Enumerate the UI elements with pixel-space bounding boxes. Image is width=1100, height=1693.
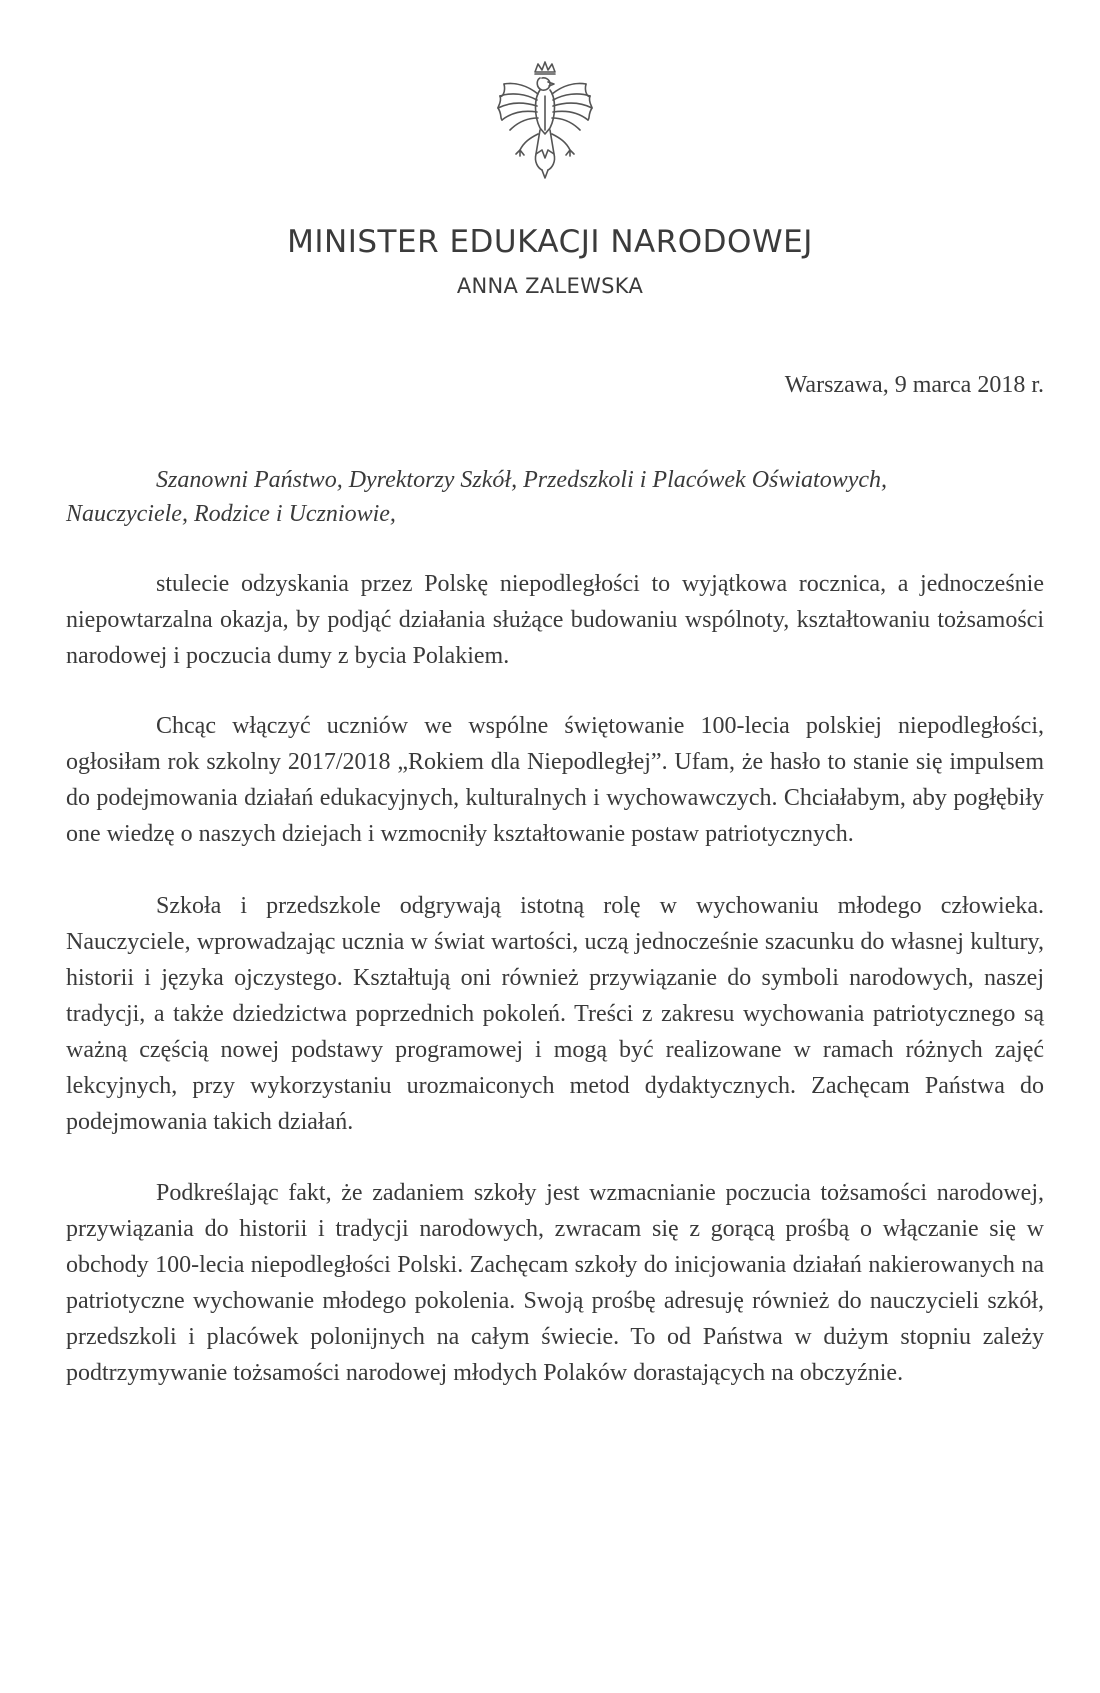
salutation-line-2: Nauczyciele, Rodzice i Uczniowie, [66,501,396,527]
letterhead-name: ANNA ZALEWSKA [456,274,644,298]
letter-date: Warszawa, 9 marca 2018 r. [784,372,1044,398]
letter-body [66,566,1044,1391]
salutation-line-1: Szanowni Państwo, Dyrektorzy Szkół, Przedszkoli i Placówek Oświatowych, [156,467,888,493]
paragraph-3: Szkoła i przedszkole odgrywają istotną rolę w wychowaniu młodego człowieka. Nauczyciele, wprowadzając ucznia w świat wartości, uczą jednocześnie szacunku do własnej kultury, historii i języka ojczystego. Kształtują oni również przywiązanie do symboli narodowych, naszej tradycji, a także dziedzictwa poprzednich pokoleń. Treści z zakresu wychowania patriotycznego są ważną częścią nowej podstawy programowej i mogą być realizowane w ramach różnych zajęć lekcyjnych, przy wykorzystaniu urozmaiconych metod dydaktycznych. Zachęcam Państwa do podejmowania takich działań. [66,893,1044,1135]
letterhead-title: MINISTER EDUKACJI NARODOWEJ [287,224,813,260]
eagle-emblem-icon [490,58,600,186]
paragraph-1: stulecie odzyskania przez Polskę niepodległości to wyjątkowa rocznica, a jednocześnie niepowtarzalna okazja, by podjąć działania służące budowaniu wspólnoty, kształtowaniu tożsamości narodowej i poczucia dumy z bycia Polakiem. [66,571,1044,669]
paragraph-2: Chcąc włączyć uczniów we wspólne świętowanie 100-lecia polskiej niepodległości, ogłosiłam rok szkolny 2017/2018 „Rokiem dla Niepodległej”. Ufam, że hasło to stanie się impulsem do podejmowania działań edukacyjnych, kulturalnych i wychowawczych. Chciałabym, aby pogłębiły one wiedzę o naszych dziejach i wzmocniły kształtowanie postaw patriotycznych. [66,713,1044,847]
salutation [66,463,1044,531]
paragraph-4: Podkreślając fakt, że zadaniem szkoły jest wzmacnianie poczucia tożsamości narodowej, przywiązania do historii i tradycji narodowych, zwracam się z gorącą prośbą o włączanie się w obchody 100-lecia niepodległości Polski. Zachęcam szkoły do inicjowania działań nakierowanych na patriotyczne wychowanie młodego pokolenia. Swoją prośbę adresuję również do nauczycieli szkół, przedszkoli i placówek polonijnych na całym świecie. To od Państwa w dużym stopniu zależy podtrzymywanie tożsamości narodowej młodych Polaków dorastających na obczyźnie. [66,1180,1044,1386]
